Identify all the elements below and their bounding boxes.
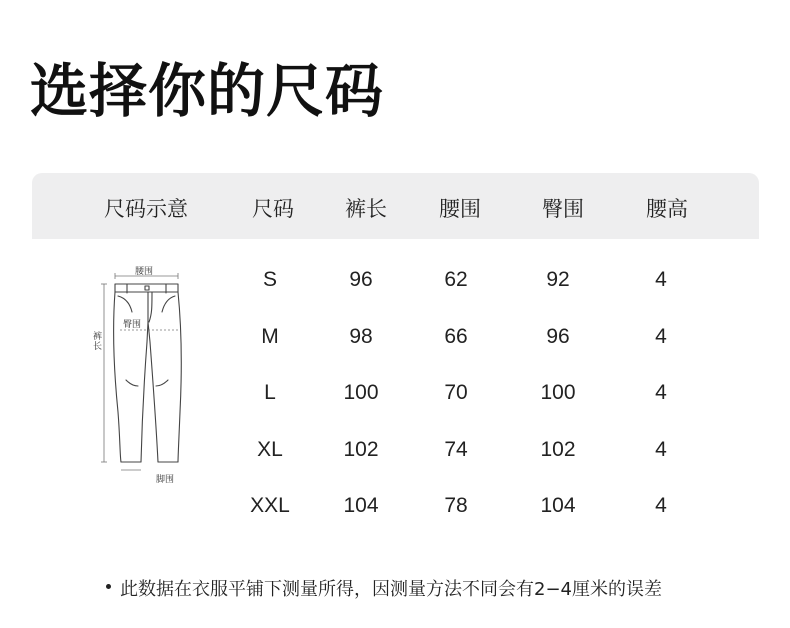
table-cell-waist: 74 <box>444 438 468 461</box>
table-cell-waist: 78 <box>444 494 468 517</box>
table-cell-size: XL <box>257 438 283 461</box>
table-cell-length: 98 <box>349 325 373 348</box>
table-cell-rise: 4 <box>655 494 667 517</box>
header-hip: 臀围 <box>542 197 584 221</box>
footnote-bullet-icon <box>106 584 111 589</box>
waist-label: 腰围 <box>135 267 154 277</box>
table-cell-length: 100 <box>343 381 379 404</box>
table-cell-rise: 4 <box>655 325 667 348</box>
length-label: 裤长 <box>93 332 103 352</box>
table-cell-rise: 4 <box>655 268 667 291</box>
table-cell-hip: 92 <box>546 268 570 291</box>
pants-measurement-diagram <box>90 262 210 487</box>
table-cell-rise: 4 <box>655 438 667 461</box>
table-cell-size: XXL <box>250 494 290 517</box>
table-cell-size: L <box>264 381 276 404</box>
footnote: 此数据在衣服平铺下测量所得，因测量方法不同会有2−4厘米的误差 <box>120 579 662 600</box>
table-cell-rise: 4 <box>655 381 667 404</box>
table-cell-hip: 104 <box>540 494 576 517</box>
table-cell-size: M <box>261 325 279 348</box>
table-cell-waist: 62 <box>444 268 468 291</box>
page-title: 选择你的尺码 <box>30 57 385 125</box>
table-cell-size: S <box>262 268 278 291</box>
table-cell-waist: 66 <box>444 325 468 348</box>
hip-label: 臀围 <box>123 320 142 330</box>
header-size-illustration: 尺码示意 <box>104 197 188 221</box>
header-size: 尺码 <box>252 197 294 221</box>
header-rise: 腰高 <box>646 197 688 221</box>
table-cell-hip: 96 <box>546 325 570 348</box>
table-cell-hip: 102 <box>540 438 576 461</box>
table-cell-waist: 70 <box>444 381 468 404</box>
pants-outline-icon <box>90 262 210 487</box>
table-cell-hip: 100 <box>540 381 576 404</box>
hem-label: 脚围 <box>156 475 175 485</box>
header-waist: 腰围 <box>439 197 481 221</box>
table-cell-length: 104 <box>343 494 379 517</box>
header-length: 裤长 <box>345 197 387 221</box>
table-cell-length: 102 <box>343 438 379 461</box>
table-cell-length: 96 <box>349 268 373 291</box>
